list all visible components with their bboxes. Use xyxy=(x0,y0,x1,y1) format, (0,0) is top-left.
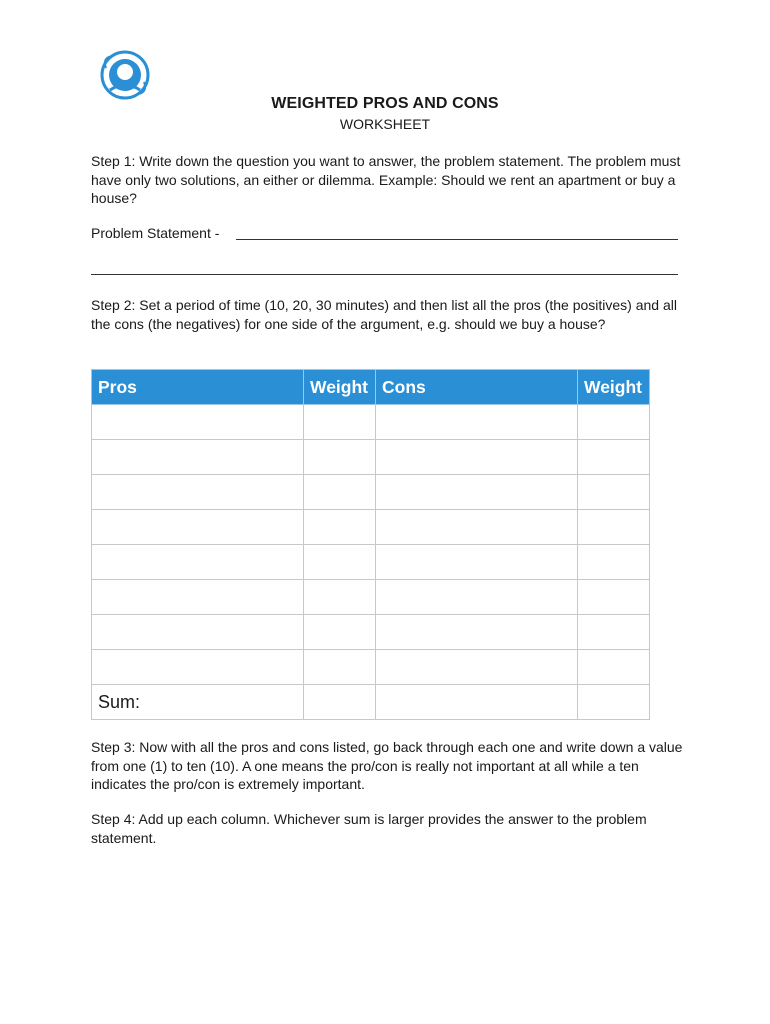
pros-cons-table xyxy=(91,369,650,720)
con-weight-cell[interactable] xyxy=(578,440,650,475)
con-cell[interactable] xyxy=(376,545,578,580)
table-row xyxy=(92,545,650,580)
table-row xyxy=(92,650,650,685)
con-cell[interactable] xyxy=(376,510,578,545)
pro-weight-cell[interactable] xyxy=(304,475,376,510)
pro-weight-cell[interactable] xyxy=(304,405,376,440)
problem-statement-label: Problem Statement - xyxy=(91,225,220,241)
cons-sum-cell[interactable] xyxy=(578,685,650,720)
problem-statement-line-2[interactable] xyxy=(91,274,678,275)
step-3-text: Step 3: Now with all the pros and cons listed, go back through each one and write down a value from one (1) to ten (10). A one means the pro/con is really not important at all while a ten indicates the pro/con is extremely important. xyxy=(91,739,683,792)
problem-statement-row xyxy=(91,225,681,241)
header-cons: Cons xyxy=(376,370,578,405)
header-pros-weight: Weight xyxy=(304,370,376,405)
table-row xyxy=(92,615,650,650)
page-subtitle: WORKSHEET xyxy=(339,116,431,132)
circular-logo-icon xyxy=(100,50,150,100)
step-2-text: Step 2: Set a period of time (10, 20, 30 minutes) and then list all the pros (the positives) and all the cons (the negatives) for one side of the argument, e.g. should we buy a house? xyxy=(91,297,677,332)
step-4-text: Step 4: Add up each column. Whichever sum is larger provides the answer to the problem statement. xyxy=(91,811,647,846)
pro-cell[interactable] xyxy=(92,580,304,615)
pro-weight-cell[interactable] xyxy=(304,545,376,580)
con-weight-cell[interactable] xyxy=(578,475,650,510)
pro-cell[interactable] xyxy=(92,650,304,685)
table-row xyxy=(92,580,650,615)
con-weight-cell[interactable] xyxy=(578,650,650,685)
pro-weight-cell[interactable] xyxy=(304,510,376,545)
table-row xyxy=(92,405,650,440)
header-pros: Pros xyxy=(92,370,304,405)
con-cell[interactable] xyxy=(376,475,578,510)
pros-sum-cell[interactable] xyxy=(304,685,376,720)
logo xyxy=(100,50,150,100)
sum-label: Sum: xyxy=(92,685,304,720)
pro-cell[interactable] xyxy=(92,510,304,545)
sum-spacer-cell xyxy=(376,685,578,720)
step-1-text: Step 1: Write down the question you want to answer, the problem statement. The problem must have only two solutions, an either or dilemma. Example: Should we rent an apartment or buy a house? xyxy=(91,153,681,206)
con-cell[interactable] xyxy=(376,580,578,615)
table-header-row xyxy=(92,370,650,405)
table-row xyxy=(92,510,650,545)
con-cell[interactable] xyxy=(376,405,578,440)
pro-cell[interactable] xyxy=(92,615,304,650)
con-weight-cell[interactable] xyxy=(578,615,650,650)
pro-cell[interactable] xyxy=(92,545,304,580)
pro-cell[interactable] xyxy=(92,405,304,440)
table-row xyxy=(92,475,650,510)
con-weight-cell[interactable] xyxy=(578,405,650,440)
sum-row xyxy=(92,685,650,720)
problem-statement-line[interactable] xyxy=(236,239,678,240)
header-cons-weight: Weight xyxy=(578,370,650,405)
con-cell[interactable] xyxy=(376,650,578,685)
con-weight-cell[interactable] xyxy=(578,580,650,615)
table-row xyxy=(92,440,650,475)
con-cell[interactable] xyxy=(376,440,578,475)
pro-weight-cell[interactable] xyxy=(304,615,376,650)
con-cell[interactable] xyxy=(376,615,578,650)
con-weight-cell[interactable] xyxy=(578,510,650,545)
pro-weight-cell[interactable] xyxy=(304,440,376,475)
pro-cell[interactable] xyxy=(92,440,304,475)
con-weight-cell[interactable] xyxy=(578,545,650,580)
pro-weight-cell[interactable] xyxy=(304,650,376,685)
pro-cell[interactable] xyxy=(92,475,304,510)
page-title: WEIGHTED PROS AND CONS xyxy=(271,95,499,112)
pro-weight-cell[interactable] xyxy=(304,580,376,615)
